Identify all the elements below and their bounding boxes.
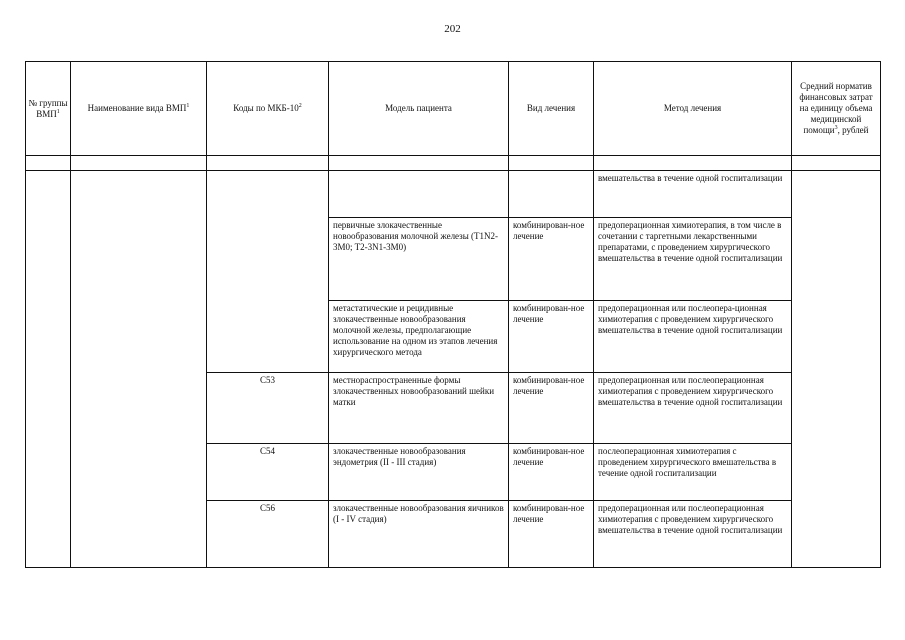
page-number: 202 [444, 23, 461, 35]
average-cost-cell [792, 171, 881, 568]
header-group-number: № группы ВМП$^1$ [26, 62, 71, 156]
treatment-type-cell: комбинирован-ное лечение [509, 444, 594, 501]
patient-model-cell: местнораспространенные формы злокачественных новообразований шейки матки [329, 373, 509, 444]
treatment-method-cell: предоперационная или послеопера-ционная химиотерапия с проведением хирургического вмешательства в течение одной госпитализации [594, 301, 792, 373]
header-vmp-name: Наименование вида ВМП$^1$ [71, 62, 207, 156]
treatment-method-cell: предоперационная химиотерапия, в том числе в сочетании с таргетными лекарственными препаратами, с проведением хирургического вмешательства в течение одной госпитализации [594, 218, 792, 301]
column-number-row [26, 156, 881, 171]
icd-code-cell [207, 171, 329, 373]
treatment-type-cell: комбинирован-ное лечение [509, 373, 594, 444]
header-icd-codes: Коды по МКБ-$10^2$ [207, 62, 329, 156]
patient-model-cell: метастатические и рецидивные злокачественные новообразования молочной железы, предполагающие использование на одном из этапов лечения хирургического метода [329, 301, 509, 373]
header-average-cost: Средний норматив финансовых затрат на единицу объема медицинской помощи$^3$, рублей [792, 62, 881, 156]
column-number-cell [594, 156, 792, 171]
treatment-type-cell: комбинирован-ное лечение [509, 218, 594, 301]
treatment-type-cell: комбинирован-ное лечение [509, 501, 594, 568]
column-number-cell [792, 156, 881, 171]
patient-model-cell: злокачественные новообразования эндометрия (II - III стадия) [329, 444, 509, 501]
treatment-method-cell: вмешательства в течение одной госпитализации [594, 171, 792, 218]
icd-code-cell: C53 [207, 373, 329, 444]
patient-model-cell: злокачественные новообразования яичников (I - IV стадия) [329, 501, 509, 568]
column-number-cell [329, 156, 509, 171]
treatment-method-cell: предоперационная или послеоперационная химиотерапия с проведением хирургического вмешательства в течение одной госпитализации [594, 373, 792, 444]
icd-code-cell: C56 [207, 501, 329, 568]
icd-code-cell: C54 [207, 444, 329, 501]
column-number-cell [71, 156, 207, 171]
column-number-cell [26, 156, 71, 171]
patient-model-cell: первичные злокачественные новообразования молочной железы (T1N2-3M0; T2-3N1-3M0) [329, 218, 509, 301]
header-patient-model: Модель пациента [329, 62, 509, 156]
treatment-method-cell: предоперационная или послеоперационная химиотерапия с проведением хирургического вмешательства в течение одной госпитализации [594, 501, 792, 568]
vmp-name-cell [71, 171, 207, 568]
table-header-row [26, 62, 881, 156]
group-number-cell [26, 171, 71, 568]
treatment-type-cell: комбинирован-ное лечение [509, 301, 594, 373]
column-number-cell [509, 156, 594, 171]
column-number-cell [207, 156, 329, 171]
header-treatment-method: Метод лечения [594, 62, 792, 156]
patient-model-cell [329, 171, 509, 218]
table-row [26, 171, 881, 218]
treatment-method-cell: послеоперационная химиотерапия с проведением хирургического вмешательства в течение одной госпитализации [594, 444, 792, 501]
header-treatment-type: Вид лечения [509, 62, 594, 156]
vmp-table [25, 61, 881, 568]
treatment-type-cell [509, 171, 594, 218]
